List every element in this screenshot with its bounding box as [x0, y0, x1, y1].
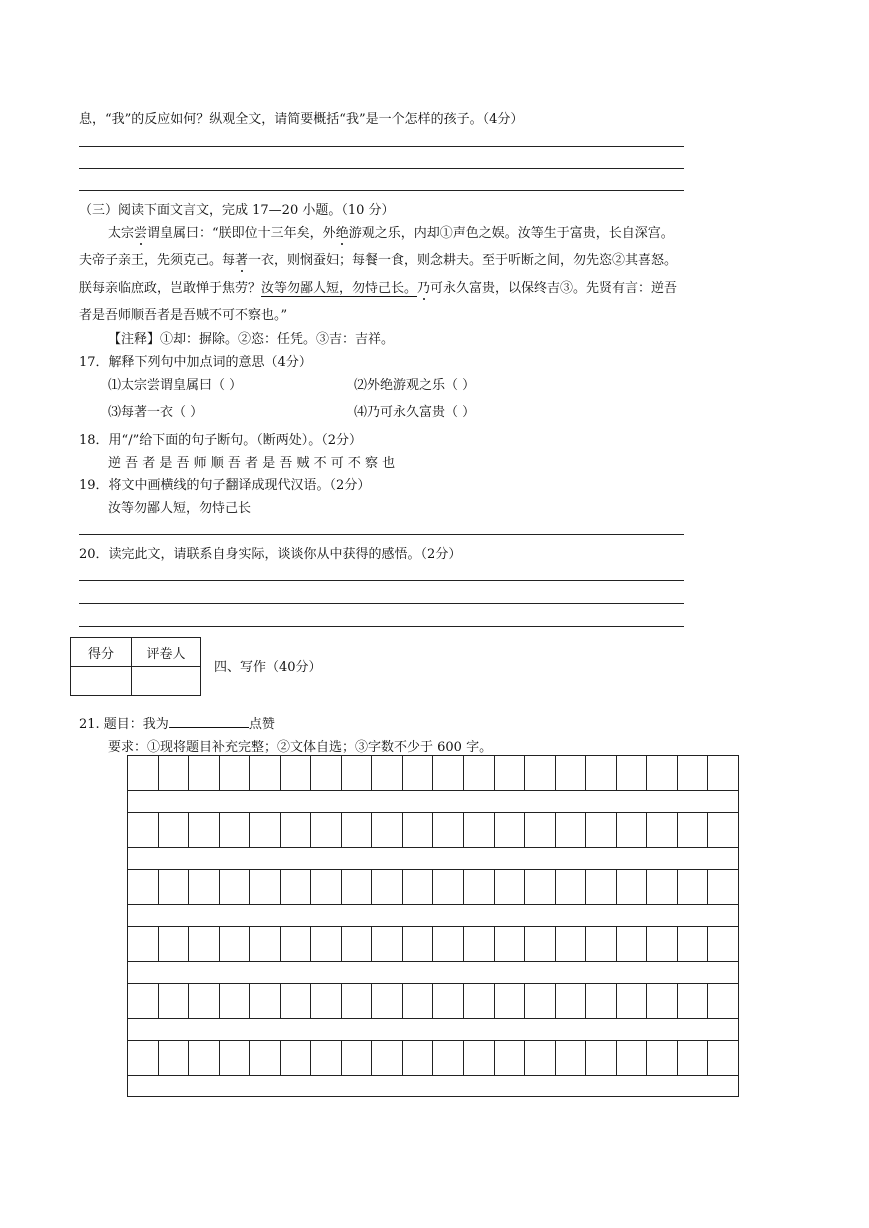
grid-cell[interactable]: [708, 927, 738, 961]
grid-cell[interactable]: [372, 984, 403, 1018]
grader-label: 评卷人: [132, 638, 201, 667]
grid-spacer: [127, 1076, 739, 1097]
grid-cell[interactable]: [250, 1041, 281, 1075]
grid-cell[interactable]: [647, 1041, 678, 1075]
grid-cell[interactable]: [617, 870, 648, 904]
grid-cell[interactable]: [403, 927, 434, 961]
answer-line: [79, 146, 684, 147]
grid-cell[interactable]: [647, 984, 678, 1018]
grid-cell[interactable]: [250, 756, 281, 790]
grid-cell[interactable]: [311, 927, 342, 961]
grid-cell[interactable]: [128, 756, 159, 790]
grid-cell[interactable]: [433, 927, 464, 961]
grid-cell[interactable]: [586, 813, 617, 847]
grid-cell[interactable]: [372, 813, 403, 847]
grid-cell[interactable]: [220, 870, 251, 904]
grid-spacer: [127, 962, 739, 983]
grid-cell[interactable]: [495, 870, 526, 904]
grid-cell[interactable]: [128, 870, 159, 904]
grid-cell[interactable]: [556, 756, 587, 790]
grid-spacer: [127, 848, 739, 869]
q17-item-3: ⑶每著一衣（ ）: [108, 405, 204, 420]
answer-line: [79, 534, 684, 535]
score-cell[interactable]: [71, 667, 132, 696]
grid-cell[interactable]: [159, 1041, 190, 1075]
grid-cell[interactable]: [708, 756, 738, 790]
grid-cell[interactable]: [708, 813, 738, 847]
grid-cell[interactable]: [342, 927, 373, 961]
q19-sentence: 汝等勿鄙人短，勿恃己长: [108, 501, 252, 516]
grid-cell[interactable]: [311, 870, 342, 904]
grid-cell[interactable]: [678, 870, 709, 904]
dotted-char: 尝: [134, 222, 147, 241]
grid-cell[interactable]: [678, 756, 709, 790]
grid-row: [127, 812, 739, 848]
grid-cell[interactable]: [311, 813, 342, 847]
grid-cell[interactable]: [433, 984, 464, 1018]
grid-cell[interactable]: [311, 756, 342, 790]
grid-cell[interactable]: [617, 984, 648, 1018]
passage-line-2: 夫帝子亲王，先须克己。每著一衣，则悯蚕妇；每餐一食，则念耕夫。至于听断之间，勿先恣②其喜怒。: [79, 249, 677, 268]
grid-cell[interactable]: [159, 813, 190, 847]
grid-cell[interactable]: [525, 870, 556, 904]
grid-cell[interactable]: [464, 927, 495, 961]
grid-cell[interactable]: [617, 927, 648, 961]
grid-cell[interactable]: [281, 813, 312, 847]
q18-sentence: 逆 吾 者 是 吾 师 顺 吾 者 是 吾 贼 不 可 不 察 也: [108, 456, 396, 471]
grid-cell[interactable]: [342, 870, 373, 904]
title-blank[interactable]: [169, 715, 249, 728]
grid-cell[interactable]: [495, 756, 526, 790]
grid-cell[interactable]: [495, 1041, 526, 1075]
grid-cell[interactable]: [189, 870, 220, 904]
passage-line-1: 太宗尝谓皇属曰：“朕即位十三年矣，外绝游观之乐，内却①声色之娱。汝等生于富贵，长自深宫。: [108, 222, 674, 241]
grid-cell[interactable]: [495, 927, 526, 961]
grid-cell[interactable]: [525, 813, 556, 847]
grid-cell[interactable]: [403, 1041, 434, 1075]
grid-cell[interactable]: [617, 813, 648, 847]
grid-cell[interactable]: [342, 756, 373, 790]
grid-cell[interactable]: [159, 870, 190, 904]
grid-cell[interactable]: [556, 927, 587, 961]
grid-cell[interactable]: [281, 927, 312, 961]
answer-line: [79, 580, 684, 581]
grid-cell[interactable]: [586, 927, 617, 961]
section4-title: 四、写作（40分）: [214, 660, 322, 675]
grid-cell[interactable]: [464, 813, 495, 847]
section3-title: （三）阅读下面文言文，完成 17—20 小题。（10 分）: [79, 203, 395, 218]
answer-line: [79, 626, 684, 627]
grid-cell[interactable]: [250, 813, 281, 847]
grid-cell[interactable]: [311, 984, 342, 1018]
grid-cell[interactable]: [342, 984, 373, 1018]
grid-cell[interactable]: [495, 984, 526, 1018]
grid-cell[interactable]: [220, 984, 251, 1018]
grid-cell[interactable]: [464, 1041, 495, 1075]
grid-cell[interactable]: [403, 870, 434, 904]
notes: 【注释】①却：摒除。②恣：任凭。③吉：吉祥。: [108, 332, 395, 347]
q21-title: 21. 题目：我为 点赞: [79, 717, 275, 732]
grid-cell[interactable]: [433, 870, 464, 904]
grid-cell[interactable]: [678, 984, 709, 1018]
grid-cell[interactable]: [281, 756, 312, 790]
grid-spacer: [127, 1019, 739, 1040]
grid-cell[interactable]: [525, 927, 556, 961]
grid-cell[interactable]: [220, 756, 251, 790]
grid-cell[interactable]: [708, 1041, 738, 1075]
grid-cell[interactable]: [250, 870, 281, 904]
answer-line: [79, 603, 684, 604]
grid-cell[interactable]: [281, 984, 312, 1018]
grid-cell[interactable]: [647, 756, 678, 790]
grid-cell[interactable]: [250, 927, 281, 961]
grid-cell[interactable]: [159, 756, 190, 790]
grid-cell[interactable]: [128, 927, 159, 961]
q17-item-1: ⑴太宗尝谓皇属曰（ ）: [108, 378, 243, 393]
grid-cell[interactable]: [525, 1041, 556, 1075]
grid-cell[interactable]: [372, 756, 403, 790]
grid-cell[interactable]: [678, 813, 709, 847]
answer-line: [79, 190, 684, 191]
passage-line-4: 者是吾师顺吾者是吾贼不可不察也。”: [79, 308, 288, 323]
grid-row: [127, 983, 739, 1019]
grid-cell[interactable]: [311, 1041, 342, 1075]
grid-cell[interactable]: [250, 984, 281, 1018]
grid-row: [127, 1040, 739, 1076]
grid-cell[interactable]: [189, 1041, 220, 1075]
grid-row: [127, 926, 739, 962]
q17-item-4: ⑷乃可永久富贵（ ）: [354, 405, 476, 420]
grid-cell[interactable]: [708, 984, 738, 1018]
grid-cell[interactable]: [647, 813, 678, 847]
writing-grid: [127, 755, 739, 1097]
grid-cell[interactable]: [586, 1041, 617, 1075]
grid-cell[interactable]: [128, 1041, 159, 1075]
grid-cell[interactable]: [372, 1041, 403, 1075]
grid-cell[interactable]: [128, 813, 159, 847]
grid-cell[interactable]: [678, 1041, 709, 1075]
q17-item-2: ⑵外绝游观之乐（ ）: [354, 378, 476, 393]
q17-title: 17．解释下列句中加点词的意思（4分）: [79, 355, 312, 370]
grid-spacer: [127, 905, 739, 926]
grid-cell[interactable]: [617, 756, 648, 790]
grid-cell[interactable]: [281, 870, 312, 904]
grid-cell[interactable]: [189, 756, 220, 790]
q20-title: 20．读完此文，请联系自身实际，谈谈你从中获得的感悟。（2分）: [79, 547, 462, 562]
grid-cell[interactable]: [128, 984, 159, 1018]
grid-cell[interactable]: [220, 927, 251, 961]
grid-cell[interactable]: [159, 984, 190, 1018]
dotted-char: 著: [235, 249, 248, 268]
grid-cell[interactable]: [708, 870, 738, 904]
grid-cell[interactable]: [372, 870, 403, 904]
grid-cell[interactable]: [556, 1041, 587, 1075]
grid-cell[interactable]: [433, 756, 464, 790]
grid-cell[interactable]: [525, 984, 556, 1018]
grid-cell[interactable]: [647, 927, 678, 961]
answer-line: [79, 168, 684, 169]
grid-cell[interactable]: [464, 984, 495, 1018]
grader-cell[interactable]: [132, 667, 201, 696]
grid-cell[interactable]: [403, 984, 434, 1018]
grid-row: [127, 755, 739, 791]
score-box: [70, 637, 201, 696]
dotted-char: 乃: [417, 277, 430, 296]
q21-requirement: 要求：①现将题目补充完整；②文体自选；③字数不少于 600 字。: [108, 740, 493, 755]
grid-cell[interactable]: [403, 756, 434, 790]
grid-cell[interactable]: [433, 813, 464, 847]
q19-title: 19．将文中画横线的句子翻译成现代汉语。（2分）: [79, 478, 371, 493]
grid-cell[interactable]: [189, 927, 220, 961]
grid-row: [127, 869, 739, 905]
passage-line-3: 朕每亲临庶政，岂敢惮于焦劳？汝等勿鄙人短，勿恃己长。乃可永久富贵，以保终吉③。先贤有言：逆吾: [79, 277, 677, 296]
prev-question-text: 息，“我”的反应如何？纵观全文，请简要概括“我”是一个怎样的孩子。（4分）: [79, 112, 524, 127]
grid-cell[interactable]: [342, 813, 373, 847]
grid-cell[interactable]: [464, 870, 495, 904]
grid-cell[interactable]: [617, 1041, 648, 1075]
grid-cell[interactable]: [556, 813, 587, 847]
grid-cell[interactable]: [464, 756, 495, 790]
grid-cell[interactable]: [647, 870, 678, 904]
grid-cell[interactable]: [159, 927, 190, 961]
grid-cell[interactable]: [586, 756, 617, 790]
grid-cell[interactable]: [189, 984, 220, 1018]
grid-cell[interactable]: [586, 870, 617, 904]
grid-cell[interactable]: [220, 1041, 251, 1075]
dotted-char: 绝: [336, 222, 349, 241]
grid-cell[interactable]: [586, 984, 617, 1018]
grid-cell[interactable]: [342, 1041, 373, 1075]
q18-title: 18．用“/”给下面的句子断句。（断两处）。（2分）: [79, 433, 362, 448]
grid-cell[interactable]: [372, 927, 403, 961]
grid-cell[interactable]: [556, 870, 587, 904]
grid-cell[interactable]: [678, 927, 709, 961]
grid-cell[interactable]: [220, 813, 251, 847]
grid-cell[interactable]: [403, 813, 434, 847]
grid-cell[interactable]: [556, 984, 587, 1018]
grid-cell[interactable]: [433, 1041, 464, 1075]
grid-cell[interactable]: [525, 756, 556, 790]
grid-cell[interactable]: [495, 813, 526, 847]
score-label: 得分: [71, 638, 132, 667]
grid-spacer: [127, 791, 739, 812]
underlined-sentence: 汝等勿鄙人短，勿恃己长。: [261, 281, 418, 296]
grid-cell[interactable]: [189, 813, 220, 847]
grid-cell[interactable]: [281, 1041, 312, 1075]
